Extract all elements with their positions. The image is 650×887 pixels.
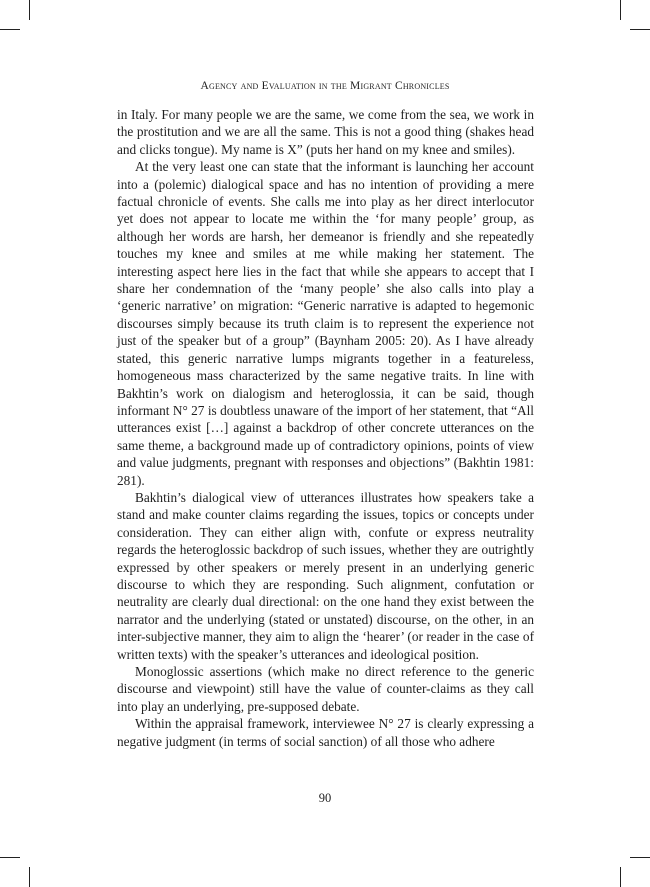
crop-mark bbox=[0, 857, 20, 858]
paragraph: At the very least one can state that the informant is launching her account into a (polemic) dialogical space and has no intention of providing a mere factual chronicle of events. She calls me into play as her direct interlocutor yet does not appear to locate me within the ‘for many people’ group, as although her words are harsh, her demeanor is friendly and she repeatedly touches my knee and smiles at me while making her statement. The interesting aspect here lies in the fact that while she appears to accept that I share her condemnation of the ‘many people’ she also calls into play a ‘generic narrative’ on migration: “Generic narrative is adapted to hegemonic discourses simply because its truth claim is to represent the experience not just of the speaker but of a group” (Baynham 2005: 20). As I have already stated, this generic narrative lumps migrants together in a featureless, homogeneous mass characterized by the same negative traits. In line with Bakhtin’s work on dialogism and heteroglossia, it can be said, though informant N° 27 is doubtless unaware of the import of her statement, that “All utterances exist […] against a backdrop of other concrete utterances on the same theme, a background made up of contradictory opinions, points of view and value judgments, pregnant with responses and objections” (Bakhtin 1981: 281). bbox=[117, 159, 534, 488]
paragraph: Bakhtin’s dialogical view of utterances illustrates how speakers take a stand and make counter claims regarding the issues, topics or concepts under consideration. They can either align with, confute or express neutrality regards the heteroglossic backdrop of such issues, whether they are outrightly expressed by other speakers or merely present in an underlying generic discourse to which they are responding. Such alignment, confutation or neutrality are clearly dual directional: on the one hand they exist between the narrator and the underlying (stated or unstated) discourse, on the other, in an inter-subjective manner, they aim to align the ‘hearer’ (or reader in the case of written texts) with the speaker’s utterances and ideological position. bbox=[117, 489, 534, 662]
running-head: Agency and Evaluation in the Migrant Chronicles bbox=[200, 80, 450, 92]
crop-mark bbox=[29, 867, 30, 887]
paragraph: Within the appraisal framework, interviewee N° 27 is clearly expressing a negative judgment (in terms of social sanction) of all those who adhere bbox=[117, 716, 534, 749]
crop-mark bbox=[29, 0, 30, 20]
crop-mark bbox=[620, 0, 621, 20]
paragraph: in Italy. For many people we are the same, we come from the sea, we work in the prostitution and we are all the same. This is not a good thing (shakes head and clicks tongue). My name is X” (puts her hand on my knee and smiles). bbox=[117, 107, 534, 157]
crop-mark bbox=[620, 867, 621, 887]
paragraph: Monoglossic assertions (which make no direct reference to the generic discourse and viewpoint) still have the value of counter-claims as they call into play an underlying, pre-supposed debate. bbox=[117, 664, 534, 714]
crop-mark bbox=[630, 29, 650, 30]
crop-mark bbox=[0, 29, 20, 30]
page-number: 90 bbox=[318, 791, 332, 805]
body-text bbox=[117, 106, 534, 750]
crop-mark bbox=[630, 857, 650, 858]
